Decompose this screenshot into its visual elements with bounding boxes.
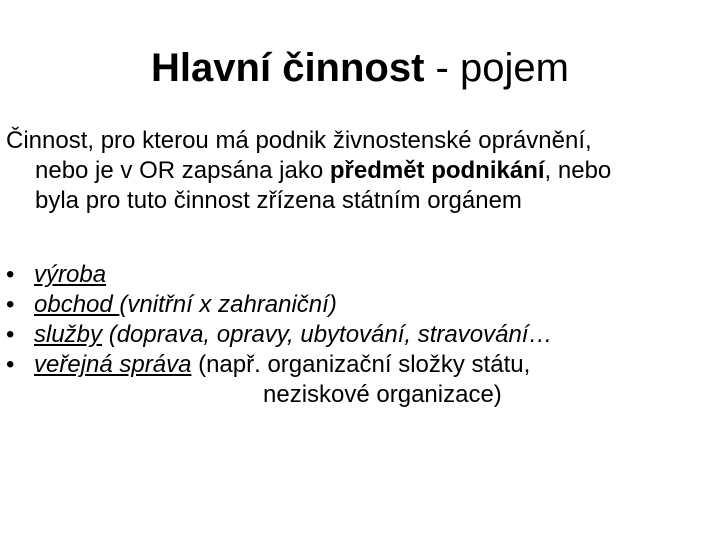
list-item-term: obchod (34, 291, 120, 318)
slide-title-rest: - pojem (424, 46, 569, 90)
slide-title-bold: Hlavní činnost (151, 46, 425, 90)
definition-line-2-pre: nebo je v OR zapsána jako (35, 157, 330, 184)
list-item-rest: (doprava, opravy, ubytování, stravování… (102, 321, 553, 348)
list-item (0, 350, 720, 410)
list-item-continuation: neziskové organizace) (263, 381, 502, 408)
bullet-icon: • (6, 351, 15, 378)
definition-line-2-post: , nebo (544, 157, 612, 184)
definition-bold-term: předmět podnikání (329, 157, 545, 184)
bullet-icon: • (6, 261, 15, 288)
list-item (0, 260, 720, 290)
definition-line-1: Činnost, pro kterou má podnik živnostenské oprávnění, (6, 127, 592, 154)
list-item (0, 290, 720, 320)
list-item-rest: (např. organizační složky státu, (191, 351, 531, 378)
definition-line-3: byla pro tuto činnost zřízena státním orgánem (35, 187, 522, 214)
list-item-term: služby (34, 321, 103, 348)
definition-paragraph (6, 126, 716, 216)
bullet-icon: • (6, 291, 15, 318)
bullet-icon: • (6, 321, 15, 348)
list-item-term: veřejná správa (34, 351, 192, 378)
list-item-term: výroba (34, 261, 107, 288)
definition-line-2 (6, 156, 716, 186)
activity-list (0, 260, 720, 410)
slide-title (0, 44, 720, 92)
list-item (0, 320, 720, 350)
list-item-rest: (vnitřní x zahraniční) (119, 291, 337, 318)
